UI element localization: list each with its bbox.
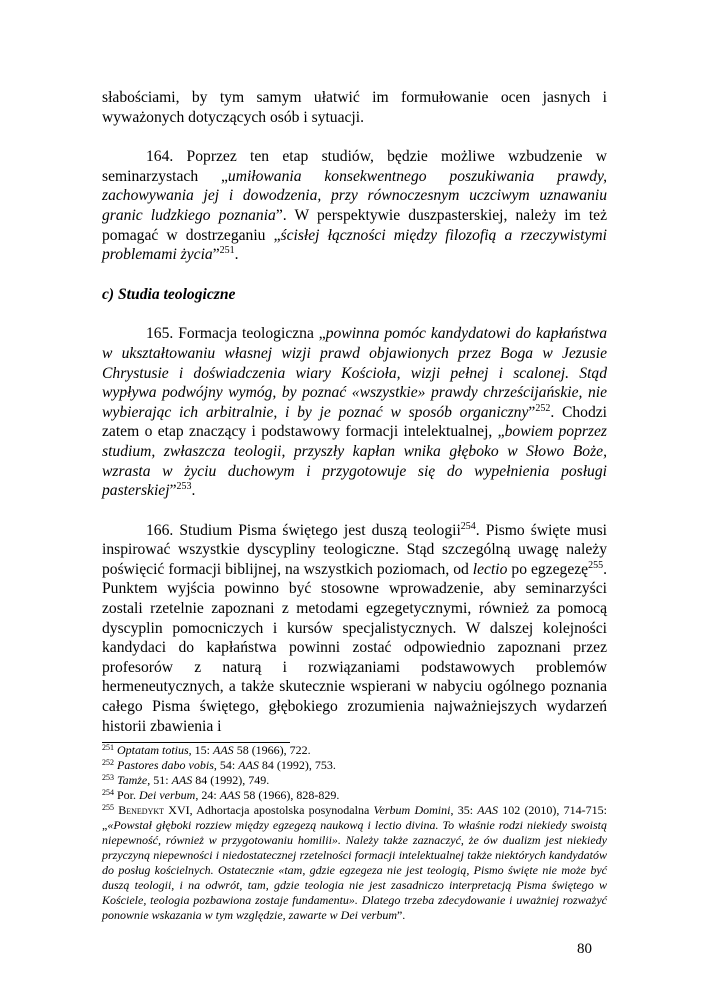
footnote-journal: AAS [171,773,193,788]
footnote-text: , 51: [147,773,172,788]
footnote-ref-251[interactable]: 251 [219,245,235,257]
footnote-ref-255[interactable]: 255 [588,559,604,571]
footnotes [102,743,607,923]
footnote-ref-254[interactable]: 254 [460,520,476,532]
footnote-journal: AAS [219,788,241,803]
footnote-text: , 15: [188,743,214,758]
p165-quote-1: powinna pomóc kandydatowi do kapłaństwa w ukształtowaniu własnej wizji prawd objawionych przez Boga w Jezusie Chrystusie i doświadczenia wiary Kościoła, wizji pełnej i scalonej. Stąd wypływa podwójny wymóg, by poznać «wszystkie» prawdy chrześcijańskie, nie wybierając ich arbitralnie, i by je poznać w sposób organiczny [102,325,607,421]
p166-lectio: lectio [472,560,508,578]
footnote-quote: «Powstał głęboki rozziew między egzegezą naukową i lectio divina. To właśnie rodzi niekiedy swoistą niepewność, również w przygotowaniu homilii». Należy także zaznaczyć, że ów dualizm jest niekiedy przyczyną niepewności i niedostatecznej rzetelności formacji intelektualnej także niektórych kandydatów do posług kościelnych. Ostatecznie «tam, gdzie egzegeza nie jest teologią, Pismo święte nie może być duszą teologii, i na odwrót, tam, gdzie teologia nie jest zasadniczo interpretacją Pisma świętego w Kościele, teologia pozbawiona zostaje fundamentu». Dlatego trzeba zdecydowanie i uważniej rozważyć ponownie wskazania w tym względzie, zawarte w Dei verbum [102,818,607,923]
footnote-text: 84 (1992), 753. [258,758,336,773]
footnote-ref-253[interactable]: 253 [176,481,192,493]
footnote-title: Verbum Domini [373,803,451,818]
paragraph-164 [102,147,607,265]
footnote-author: Benedykt [118,803,165,818]
p164-quote-2: ścisłej łączności między filozofią a rzeczywistymi problemami życia [102,226,607,264]
footnote-text: , 24: [195,788,220,803]
page-number: 80 [577,941,592,957]
footnote-253 [102,773,607,788]
p164-quote-1: umiłowania konsekwentnego poszukiwania prawdy, zachowywania jej i dowodzenia, przy równoczesnym uczciwym uznawaniu granic ludzkiego poznania [102,167,607,224]
footnote-title: Pastores dabo vobis [117,758,214,773]
footnote-text: XVI, Adhortacja apostolska posynodalna [164,803,374,818]
footnote-number: 254 [102,788,114,798]
section-heading: c) Studia teologiczne [102,285,236,303]
footnote-text: 58 (1966), 828-829. [240,788,340,803]
p164-text-3: ” [212,246,220,264]
p166-text-4: . Punktem wyjścia powinno być stosowne wprowadzenie, aby seminarzyści zostali rzetelnie zapoznani z metodami egzegetycznymi, również za pomocą dyscyplin pomocniczych i kursów specjalistycznych. W dalszej kolejności kandydaci do kapłaństwa powinni zostać odpowiednio zapoznani przez profesorów z naturą i rozwiązaniami podstawowych problemów hermeneutycznych, a także skutecznie wspierani w nabyciu ogólnego poznania całego Pisma świętego, głębokiego zrozumienia najważniejszych wydarzeń historii zbawienia i [102,560,607,735]
footnote-journal: AAS [477,803,498,818]
footnote-number: 252 [102,758,114,768]
footnote-text: 58 (1966), 722. [233,743,311,758]
footnote-text: 102 (2010), 714-715: „ [102,803,608,833]
footnote-journal: AAS [213,743,234,758]
p165-text-5: . [191,482,196,500]
footnote-text: Por. [114,788,140,803]
footnote-ref-252[interactable]: 252 [535,402,551,414]
p164-text-2: ”. W perspektywie duszpasterskiej, należy im też pomagać w dostrzeganiu „ [102,206,607,244]
footnote-title: Optatam totius [117,743,189,758]
footnote-number: 255 [102,803,114,813]
p164-text-1: 164. Poprzez ten etap studiów, będzie możliwe wzbudzenie w seminarzystach „ [102,148,607,185]
footnote-251 [102,743,607,758]
p165-text-4: ” [169,482,177,500]
p165-quote-2: bowiem poprzez studium, zwłaszcza teologii, przyszły kapłan wnika głęboko w Słowo Boże, wzrasta w życiu duchowym i przygotowuje się do wypełnienia posługi pasterskiej [102,423,607,500]
footnote-title: Tamże [117,773,148,788]
footnote-journal: AAS [238,758,259,773]
page-body [102,88,607,923]
p165-text-1: 165. Formacja teologiczna „ [146,325,326,343]
footnote-252 [102,758,607,773]
footnote-254 [102,788,607,803]
paragraph-165 [102,324,607,500]
paragraph-continuation: słabościami, by tym samym ułatwić im formułowanie ocen jasnych i wyważonych dotyczących osób i sytuacji. [102,89,607,126]
footnote-number: 253 [102,773,114,783]
p165-text-2: ” [528,403,536,421]
footnote-text: ”. [396,908,406,923]
p166-text-1: 166. Studium Pisma świętego jest duszą teologii [146,521,461,539]
paragraph-166 [102,521,607,737]
footnote-text: , 54: [213,758,239,773]
p164-text-4: . [234,246,239,264]
footnote-text: 84 (1992), 749. [192,773,270,788]
p166-text-2: . Pismo święte musi inspirować wszystkie dyscypliny teologiczne. Stąd szczególną uwagę należy poświęcić formacji biblijnej, na wszystkich poziomach, od [102,521,607,578]
footnote-text: , 35: [450,803,478,818]
p166-text-3: po egzegezę [507,560,589,578]
footnote-title: Dei verbum [139,788,196,803]
footnote-255 [102,803,607,923]
p165-text-3: . Chodzi zatem o etap znaczący i podstawowy formacji intelektualnej, „ [102,403,607,441]
footnote-number: 251 [102,743,114,753]
